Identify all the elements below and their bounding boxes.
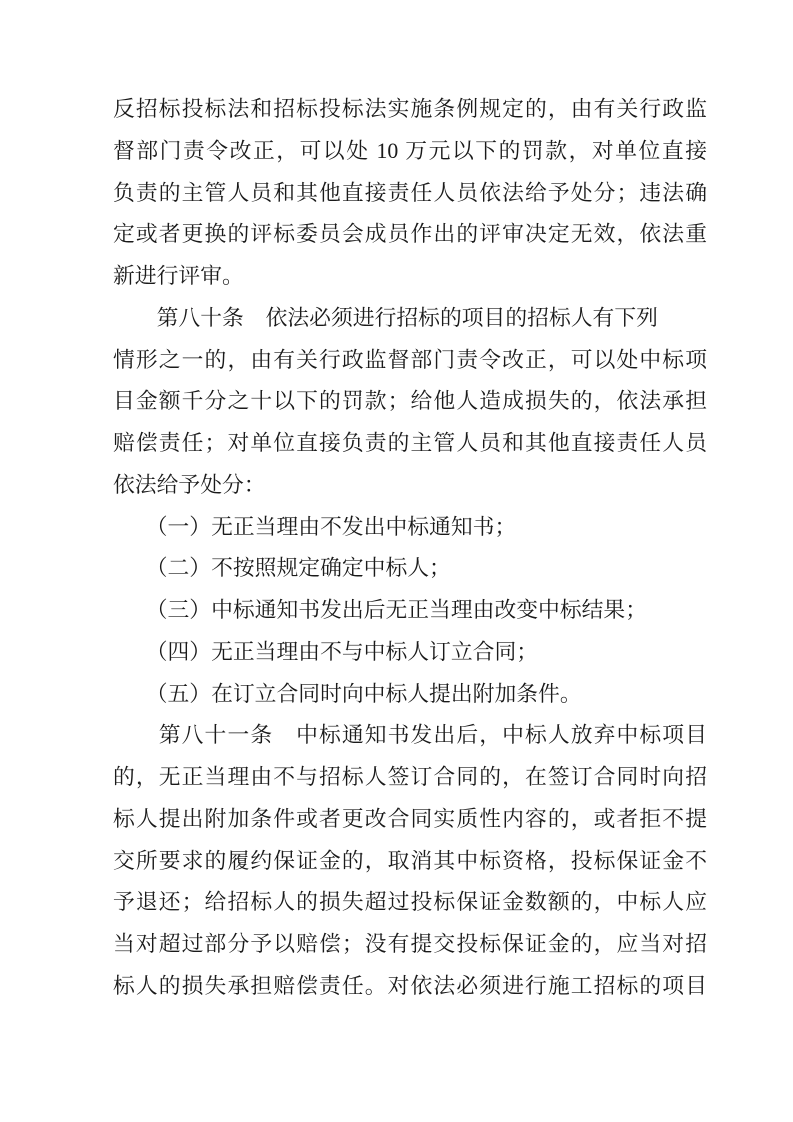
text-line-6: 第八十条 依法必须进行招标的项目的招标人有下列 [113,305,658,330]
text-line-4: 定或者更换的评标委员会成员作出的评审决定无效，依法重 [113,222,707,247]
text-line-17: 的，无正当理由不与招标人签订合同的，在签订合同时向招 [113,765,707,789]
text-line-20: 予退还；给招标人的损失超过投标保证金数额的，中标人应 [113,890,707,915]
text-line-7: 情形之一的，由有关行政监督部门责令改正，可以处中标项 [113,347,707,372]
text-line-14: （四）无正当理由不与中标人订立合同； [113,639,539,664]
text-line-10: 依法给予处分： [113,472,266,497]
text-line-12: （二）不按照规定确定中标人； [113,556,451,581]
text-line-22: 标人的损失承担赔偿责任。对依法必须进行施工招标的项目 [113,973,707,998]
text-line-13: （三）中标通知书发出后无正当理由改变中标结果； [113,598,648,622]
text-line-21: 当对超过部分予以赔偿；没有提交投标保证金的，应当对招 [113,932,707,956]
text-line-2: 督部门责令改正，可以处 10 万元以下的罚款，对单位直接 [113,138,707,163]
text-line-8: 目金额千分之十以下的罚款；给他人造成损失的，依法承担 [113,389,707,414]
text-block [113,89,707,1008]
text-line-5: 新进行评审。 [113,264,244,288]
text-line-16: 第八十一条 中标通知书发出后，中标人放弃中标项目 [113,723,707,748]
text-line-1: 反招标投标法和招标投标法实施条例规定的，由有关行政监 [113,97,707,121]
text-line-15: （五）在订立合同时向中标人提出附加条件。 [113,681,582,706]
text-line-18: 标人提出附加条件或者更改合同实质性内容的，或者拒不提 [113,806,707,831]
text-line-9: 赔偿责任；对单位直接负责的主管人员和其他直接责任人员 [113,431,707,455]
text-line-11: （一）无正当理由不发出中标通知书； [113,514,517,539]
text-line-19: 交所要求的履约保证金的，取消其中标资格，投标保证金不 [113,848,707,873]
text-line-3: 负责的主管人员和其他直接责任人员依法给予处分；违法确 [113,180,707,205]
